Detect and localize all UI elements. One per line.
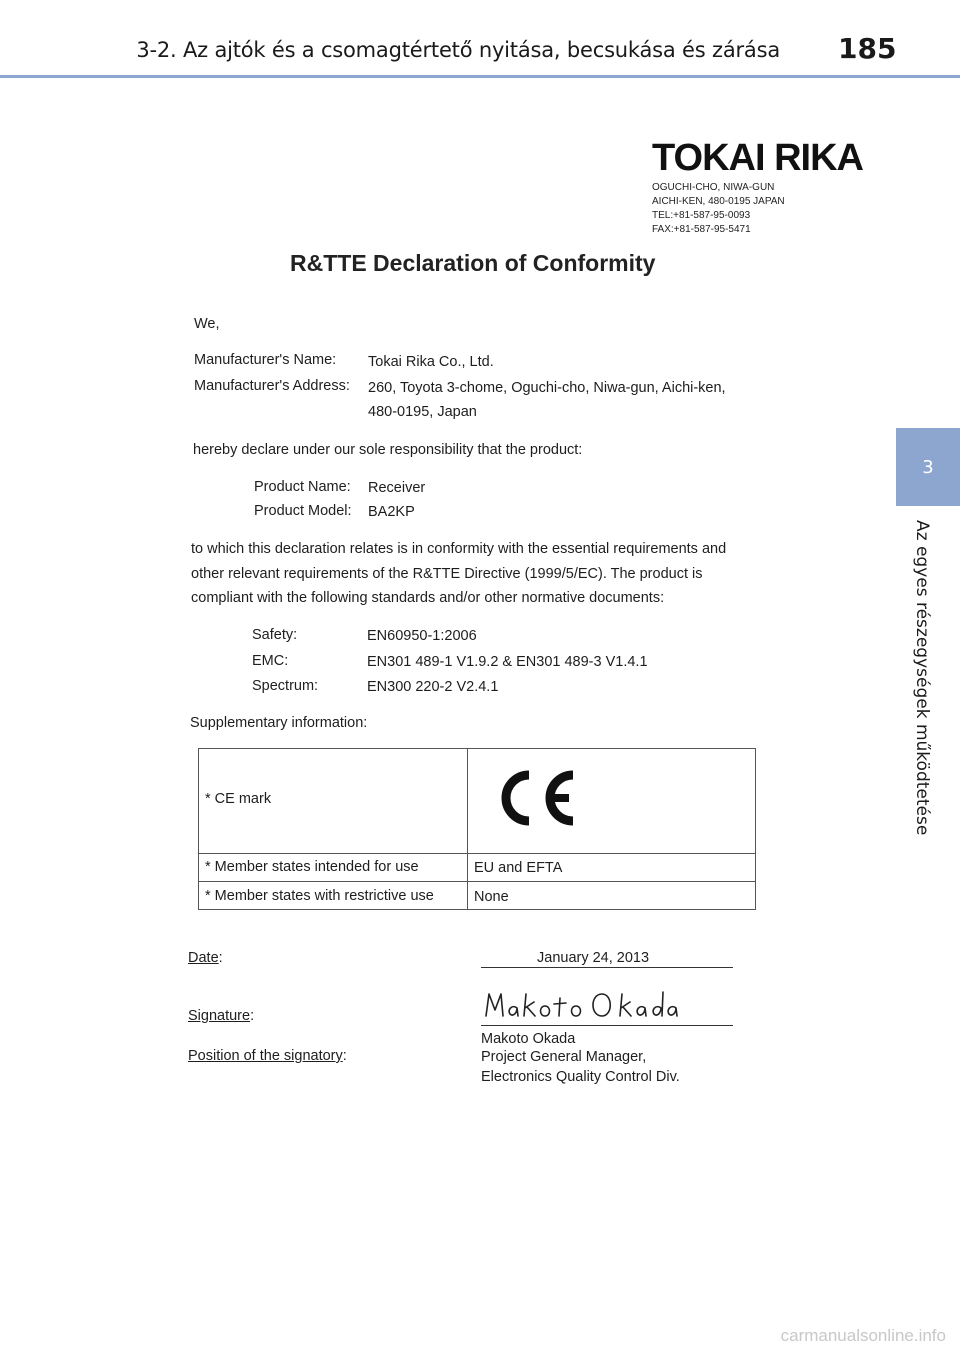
member-intended-value: EU and EFTA [474, 860, 563, 876]
position-line-1: Project General Manager, [481, 1049, 647, 1065]
standard-safety-value: EN60950-1:2006 [367, 628, 477, 644]
chapter-tab [896, 428, 960, 506]
date-value: January 24, 2013 [537, 950, 650, 966]
ce-mark-icon [489, 767, 581, 829]
position-line-2: Electronics Quality Control Div. [481, 1069, 680, 1085]
product-name-label: Product Name: [254, 479, 351, 495]
header-rule [0, 75, 960, 78]
manufacturer-address-line-1: 260, Toyota 3-chome, Oguchi-cho, Niwa-gun, Aichi-ken, [368, 380, 726, 396]
signature-label-text: Signature [188, 1008, 251, 1024]
table-row-divider [199, 881, 755, 882]
position-label-text: Position of the signatory [188, 1048, 343, 1064]
date-label-text: Date [188, 950, 219, 966]
section-title: 3-2. Az ajtók és a csomagtértető nyitása, becsukása és zárása [136, 38, 780, 62]
manufacturer-name: Tokai Rika Co., Ltd. [368, 354, 494, 370]
product-name: Receiver [368, 480, 426, 496]
standard-spectrum-label: Spectrum: [252, 678, 319, 694]
manufacturer-name-label: Manufacturer's Name: [194, 352, 337, 368]
member-restrictive-value: None [474, 889, 509, 905]
manufacturer-address-line-2: 480-0195, Japan [368, 404, 477, 420]
address-line-2: AICHI-KEN, 480-0195 JAPAN [652, 196, 785, 207]
standard-emc-label: EMC: [252, 653, 289, 669]
ce-mark-label: * CE mark [205, 791, 272, 807]
handwritten-signature [480, 986, 680, 1024]
table-row-divider [199, 853, 755, 854]
supplementary-table [198, 748, 756, 910]
table-column-divider [467, 749, 468, 909]
tel-line: TEL:+81-587-95-0093 [652, 210, 751, 221]
standard-emc-value: EN301 489-1 V1.9.2 & EN301 489-3 V1.4.1 [367, 654, 648, 670]
declare-text: hereby declare under our sole responsibility that the product: [193, 442, 583, 458]
signatory-name: Makoto Okada [481, 1031, 576, 1047]
signature-label: Signature: [188, 1008, 255, 1024]
date-line [481, 967, 733, 968]
page-number: 185 [838, 32, 897, 65]
supplementary-label: Supplementary information: [190, 715, 368, 731]
member-restrictive-label: * Member states with restrictive use [205, 888, 434, 904]
site-watermark: carmanualsonline.info [780, 1326, 946, 1345]
product-model: BA2KP [368, 504, 415, 520]
product-model-label: Product Model: [254, 503, 352, 519]
chapter-label: Az egyes részegységek működtetése [912, 520, 932, 836]
document-title: R&TTE Declaration of Conformity [290, 250, 656, 276]
tokai-rika-logo: TOKAI RIKA [652, 137, 863, 179]
manufacturer-address-label: Manufacturer's Address: [194, 378, 350, 394]
signature-line [481, 1025, 733, 1026]
conformity-line-2: other relevant requirements of the R&TTE Directive (1999/5/EC). The product is [191, 566, 703, 582]
standard-safety-label: Safety: [252, 627, 298, 643]
position-label: Position of the signatory: [188, 1048, 347, 1064]
conformity-line-1: to which this declaration relates is in conformity with the essential requirements and [191, 541, 727, 557]
conformity-line-3: compliant with the following standards and/or other normative documents: [191, 590, 665, 606]
chapter-number: 3 [922, 456, 934, 478]
standard-spectrum-value: EN300 220-2 V2.4.1 [367, 679, 499, 695]
member-intended-label: * Member states intended for use [205, 859, 419, 875]
address-line-1: OGUCHI-CHO, NIWA-GUN [652, 182, 775, 193]
we-text: We, [194, 316, 220, 332]
fax-line: FAX:+81-587-95-5471 [652, 224, 751, 235]
date-label: Date: [188, 950, 223, 966]
